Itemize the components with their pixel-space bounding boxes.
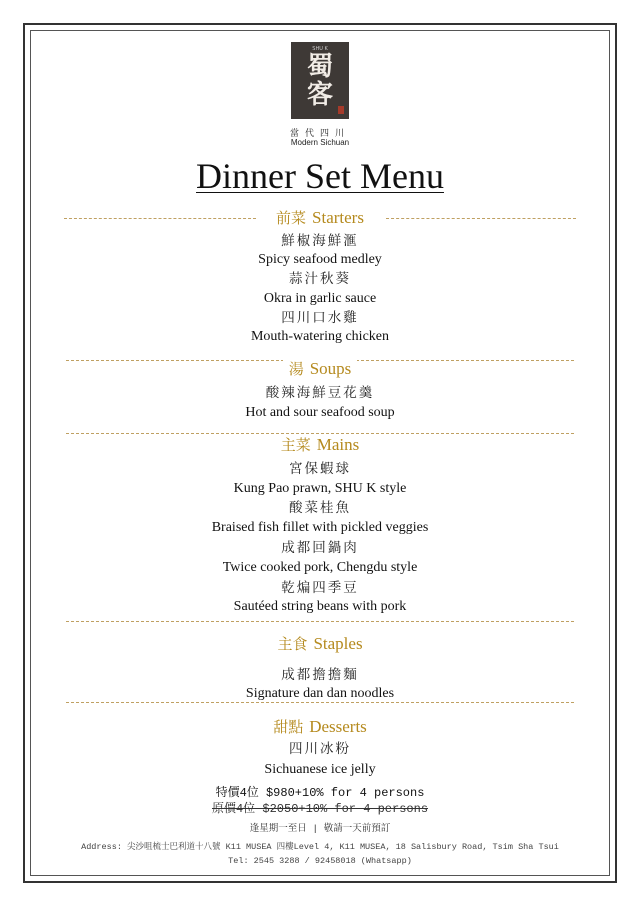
original-price: 原價4位 $2050+10% for 4 persons <box>211 802 429 816</box>
section-zh: 甜點 <box>273 718 304 736</box>
divider <box>66 621 574 622</box>
dish-zh: 四川冰粉 <box>289 741 351 757</box>
section-heading-staples <box>0 634 640 654</box>
section-en: Starters <box>312 208 364 227</box>
section-en: Desserts <box>309 717 367 736</box>
section-heading-desserts <box>0 717 640 737</box>
section-heading-soups <box>0 359 640 379</box>
special-price: 特價4位 $980+10% for 4 persons <box>215 786 425 800</box>
logo-small-text: SHU K <box>312 46 328 52</box>
logo-seal <box>338 106 344 114</box>
dish-zh: 乾煸四季豆 <box>281 580 359 596</box>
dish-en: Signature dan dan noodles <box>245 686 395 701</box>
dish-zh: 成都擔擔麵 <box>281 667 359 683</box>
section-zh: 湯 <box>288 360 304 378</box>
section-en: Mains <box>316 435 360 454</box>
section-heading-mains <box>0 435 640 455</box>
section-en: Soups <box>309 359 352 378</box>
dish-zh: 酸菜桂魚 <box>289 500 351 516</box>
section-en: Staples <box>313 634 363 653</box>
dish-en: Hot and sour seafood soup <box>245 405 395 420</box>
dish-zh: 四川口水雞 <box>281 310 359 326</box>
dish-zh: 蒜汁秋葵 <box>289 271 351 287</box>
dish-zh: 宮保蝦球 <box>289 461 351 477</box>
divider <box>66 433 574 434</box>
divider <box>66 702 574 703</box>
dish-zh: 鮮椒海鮮滙 <box>281 233 359 249</box>
dish-en: Twice cooked pork, Chengdu style <box>222 560 418 575</box>
tagline-chinese: 當代四川 <box>289 129 350 139</box>
dish-zh: 成都回鍋肉 <box>281 540 359 556</box>
section-zh: 前菜 <box>276 209 307 227</box>
tagline-english: Modern Sichuan <box>290 138 350 147</box>
dish-en: Kung Pao prawn, SHU K style <box>233 481 407 496</box>
dish-en: Braised fish fillet with pickled veggies <box>211 520 429 535</box>
restaurant-logo <box>291 42 349 119</box>
dish-en: Okra in garlic sauce <box>263 291 377 306</box>
logo-character-1: 蜀 <box>306 52 333 82</box>
section-heading-starters <box>0 208 640 228</box>
dish-en: Sichuanese ice jelly <box>264 762 376 777</box>
dish-zh: 酸辣海鮮豆花羹 <box>265 385 375 401</box>
dish-en: Spicy seafood medley <box>258 252 382 267</box>
telephone: Tel: 2545 3288 / 92458018 (Whatsapp) <box>228 856 412 866</box>
availability-note: 逢星期一至日 | 敬請一天前預訂 <box>249 823 391 834</box>
dish-en: Mouth-watering chicken <box>250 329 389 344</box>
section-zh: 主食 <box>277 635 308 653</box>
section-heading-bg <box>283 359 358 378</box>
address: Address: 尖沙咀梳士巴利道十八號 K11 MUSEA 四樓Level 4, K11 MUSEA, 18 Salisbury Road, Tsim Sha Tsui <box>81 842 559 852</box>
section-zh: 主菜 <box>280 436 311 454</box>
dish-en: Sautéed string beans with pork <box>233 599 407 614</box>
logo-character-2: 客 <box>306 80 333 110</box>
page-title: Dinner Set Menu <box>196 156 444 196</box>
